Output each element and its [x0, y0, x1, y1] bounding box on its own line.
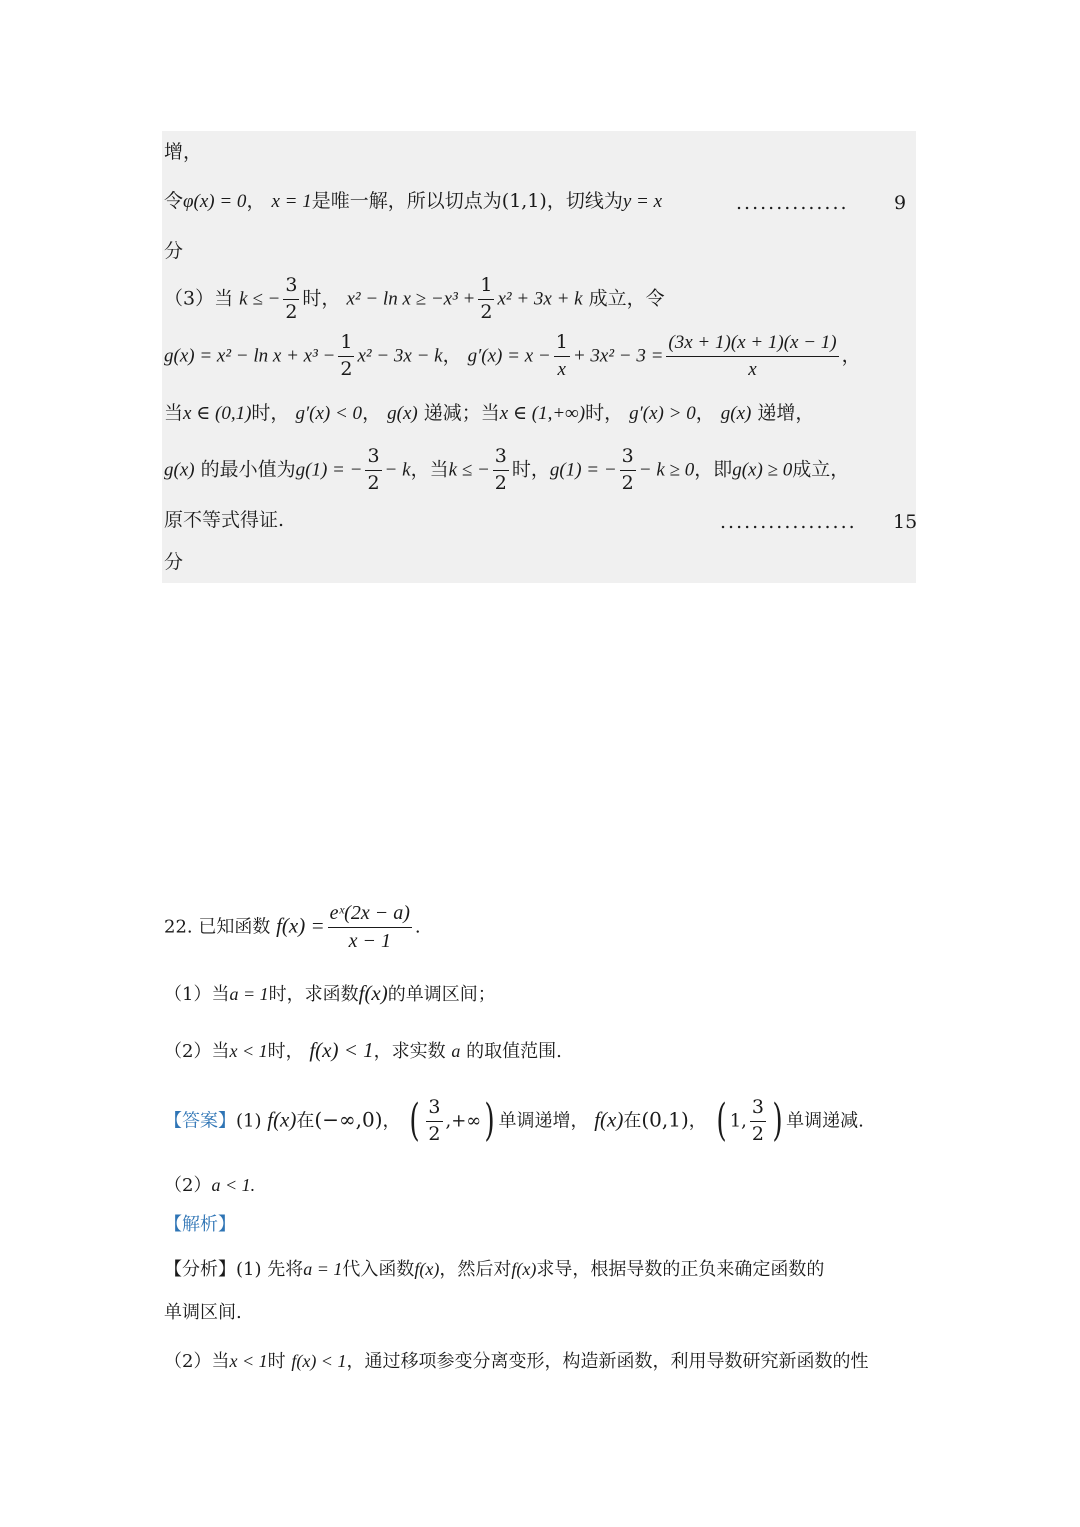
- text: 的取值范围.: [466, 1041, 562, 1062]
- right-paren: ): [772, 1095, 783, 1147]
- text: 分: [164, 551, 184, 573]
- numerator: 1: [554, 333, 570, 357]
- math: φ(x) = 0: [183, 191, 247, 212]
- math: ,+∞: [445, 1110, 482, 1132]
- answer-line: [164, 1095, 864, 1147]
- text: 时: [267, 1351, 286, 1372]
- text: 22. 已知函数: [164, 916, 271, 938]
- solution-line: [164, 333, 861, 380]
- math: (−∞,0): [314, 1107, 383, 1132]
- solution-line: [164, 404, 814, 423]
- fraction: [554, 333, 570, 380]
- math: a = 1: [229, 984, 269, 1004]
- fraction: [478, 276, 494, 323]
- question-part: [164, 1040, 562, 1061]
- text: 在: [296, 1110, 315, 1132]
- math: a = 1: [303, 1259, 343, 1279]
- fraction: [620, 447, 636, 494]
- math: g′(x) < 0: [295, 403, 363, 424]
- text: 的最小值为: [200, 458, 296, 481]
- text: ，即: [694, 458, 733, 481]
- denominator: 2: [480, 300, 493, 323]
- math: f(x) < 1: [309, 1038, 374, 1062]
- math: x² − 3x − k: [357, 345, 443, 367]
- math: x² − ln x ≥ −x³ +: [346, 288, 476, 310]
- analysis-tag: 【分析】: [164, 1259, 236, 1280]
- math: g(x): [164, 459, 195, 481]
- right-paren: ): [484, 1095, 496, 1147]
- text: 在: [623, 1110, 642, 1132]
- text: ，: [688, 1110, 707, 1132]
- numerator: 3: [620, 447, 636, 471]
- text: 分: [164, 240, 184, 262]
- text: 令: [164, 190, 184, 212]
- solution-line: [164, 447, 849, 494]
- text: ，当: [410, 458, 449, 481]
- math: k ≤ −: [448, 459, 490, 481]
- math: − k: [384, 459, 411, 481]
- text: 代入函数: [342, 1259, 415, 1280]
- text: (1): [236, 1110, 262, 1132]
- fraction: [750, 1098, 766, 1145]
- text: 是唯一解，所以切点为: [311, 190, 502, 212]
- math: g′(x) = x −: [467, 345, 551, 367]
- analysis-line: [164, 1352, 868, 1371]
- text: （2）当: [164, 1351, 230, 1372]
- denominator: 2: [494, 471, 507, 494]
- math: + 3x² − 3 =: [572, 345, 664, 367]
- analysis-heading: 【解析】: [164, 1214, 236, 1235]
- math: g(x) = x² − ln x + x³ −: [164, 345, 336, 367]
- text: ，通过移项参变分离变形，构造新函数，利用导数研究新函数的性: [346, 1351, 869, 1372]
- numerator: 3: [426, 1098, 442, 1122]
- text: ，: [841, 344, 861, 367]
- math: x < 1: [229, 1351, 268, 1371]
- denominator: x: [748, 358, 757, 380]
- text: 时，: [511, 458, 550, 481]
- denominator: 2: [285, 300, 298, 323]
- math: f(x): [267, 1107, 297, 1132]
- math: f(x): [511, 1259, 537, 1279]
- text: 时，: [267, 1041, 304, 1062]
- score-leader: .................: [720, 511, 857, 533]
- math: g(1) = −: [549, 459, 617, 481]
- text: ，: [246, 190, 266, 212]
- denominator: x: [557, 358, 566, 380]
- numerator: 3: [493, 447, 509, 471]
- fraction: [328, 903, 412, 952]
- text: 成立，令: [588, 287, 665, 310]
- fraction: [365, 447, 381, 494]
- text: （2）: [164, 1175, 212, 1196]
- solution-line: [164, 143, 202, 162]
- text: 成立，: [792, 458, 850, 481]
- denominator: 2: [621, 471, 634, 494]
- text: （1）当: [164, 984, 230, 1005]
- solution-line: [164, 511, 284, 530]
- text: 单调递减.: [786, 1110, 864, 1132]
- score-leader: ..............: [736, 192, 849, 214]
- fraction: [338, 333, 354, 380]
- score: 15: [893, 511, 918, 533]
- math: x ∈ (0,1): [183, 403, 252, 424]
- question-stem: [164, 903, 421, 952]
- math: f(x): [358, 981, 388, 1005]
- question-part: [164, 983, 496, 1004]
- math: f(x) < 1: [291, 1351, 347, 1371]
- text: ，然后对: [439, 1259, 512, 1280]
- solution-line: [164, 242, 183, 261]
- text: ，切线为: [546, 190, 623, 212]
- score: 9: [894, 192, 907, 214]
- text: 求导，根据导数的正负来确定函数的: [536, 1259, 825, 1280]
- text: 时，: [251, 402, 290, 424]
- math: g(x): [720, 403, 752, 424]
- text: 递减；当: [423, 402, 500, 424]
- analysis-line: 单调区间.: [164, 1302, 242, 1323]
- numerator: 3: [750, 1098, 766, 1122]
- numerator: 1: [338, 333, 354, 357]
- math: x = 1: [271, 191, 312, 212]
- text: ，: [382, 1110, 401, 1132]
- text: 时，求函数: [268, 984, 359, 1005]
- math: f(x): [594, 1107, 624, 1132]
- fraction: [283, 276, 299, 323]
- math: g′(x) > 0: [629, 403, 696, 424]
- text: 增，: [164, 141, 203, 163]
- fraction: [493, 447, 509, 494]
- numerator: 3: [365, 447, 381, 471]
- math: g(x) ≥ 0: [732, 459, 793, 481]
- text: ，: [695, 402, 715, 424]
- denominator: 2: [367, 471, 380, 494]
- math: g(x): [387, 403, 418, 424]
- math: − k ≥ 0: [638, 459, 695, 481]
- math: (0,1): [641, 1107, 689, 1132]
- numerator: 3: [283, 276, 299, 300]
- math: f(x) =: [276, 913, 325, 938]
- math: y = x: [622, 191, 663, 212]
- text: 当: [164, 402, 184, 424]
- numerator: (3x + 1)(x + 1)(x − 1): [666, 333, 838, 357]
- math: f(x): [414, 1259, 440, 1279]
- math: a: [451, 1041, 461, 1061]
- answer-tag: 【答案】: [164, 1110, 236, 1132]
- solution-line: [164, 276, 665, 323]
- numerator: 1: [478, 276, 494, 300]
- denominator: x − 1: [348, 930, 391, 952]
- math: x < 1: [229, 1041, 268, 1061]
- left-paren: (: [715, 1095, 727, 1147]
- math: (1,1): [501, 190, 547, 212]
- text: (1) 先将: [236, 1259, 304, 1280]
- fraction: [426, 1098, 442, 1145]
- answer-line: [164, 1176, 255, 1195]
- math: k ≤ −: [239, 288, 281, 310]
- text: 单调递增，: [498, 1110, 589, 1132]
- text: 时，: [302, 287, 341, 310]
- text: 时，: [585, 402, 624, 424]
- math: x² + 3x + k: [497, 288, 583, 310]
- fraction: [666, 333, 838, 380]
- text: ，: [362, 402, 382, 424]
- text: ，求实数: [373, 1041, 446, 1062]
- solution-line: [164, 192, 662, 211]
- denominator: 2: [340, 357, 353, 380]
- left-paren: (: [409, 1095, 420, 1147]
- solution-line: [164, 553, 183, 572]
- text: （2）当: [164, 1041, 230, 1062]
- math: 1,: [729, 1110, 747, 1132]
- denominator: 2: [751, 1122, 764, 1145]
- numerator: eˣ(2x − a): [328, 903, 412, 928]
- analysis-line: [164, 1260, 824, 1279]
- text: 的单调区间；: [387, 984, 496, 1005]
- text: （3）当: [164, 287, 234, 310]
- text: 递增，: [757, 402, 815, 424]
- math: g(1) = −: [295, 459, 363, 481]
- denominator: 2: [428, 1122, 441, 1145]
- text: .: [414, 916, 421, 938]
- math: x ∈ (1,+∞): [499, 403, 586, 424]
- text: 原不等式得证.: [164, 509, 285, 531]
- math: a < 1.: [211, 1175, 256, 1195]
- text: ，: [442, 344, 462, 367]
